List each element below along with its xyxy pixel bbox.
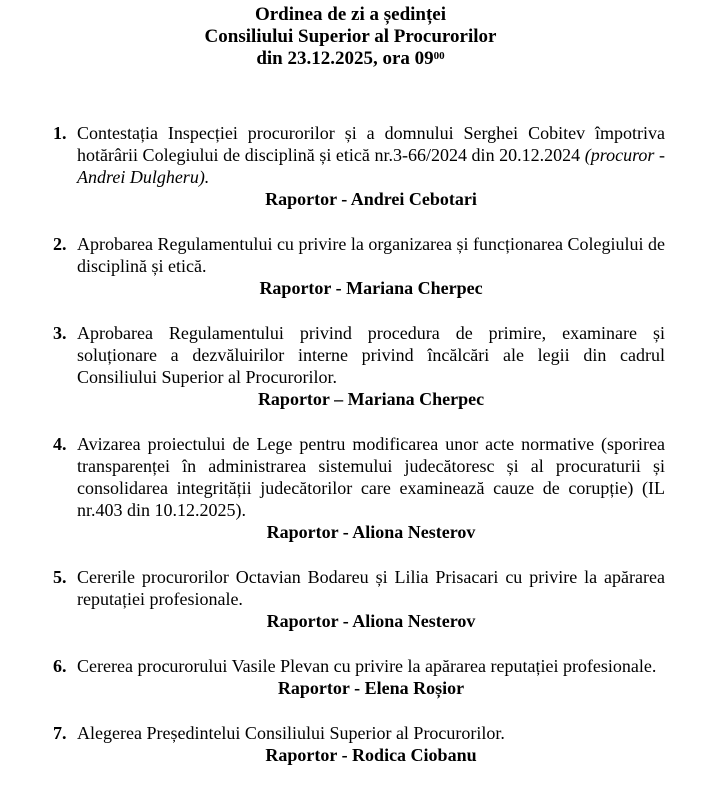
agenda-item (53, 566, 665, 610)
item-description: Cererile procurorilor Octavian Bodareu și Lilia Prisacari cu privire la apărarea reputației profesionale. (77, 567, 665, 609)
item-description: Alegerea Președintelui Consiliului Superior al Procurorilor. (77, 723, 505, 743)
agenda-council-name: Consiliului Superior al Procurorilor (204, 26, 497, 47)
agenda-date: din 23.12.2025, ora 09 (256, 48, 434, 69)
item-rapporteur: Raportor - Mariana Cherpec (259, 278, 483, 298)
item-description: Aprobarea Regulamentului privind procedura de primire, examinare și soluționare a dezvăluirilor interne privind încălcări ale legii din cadrul Consiliului Superior al Procurorilor. (77, 323, 665, 387)
agenda-title: Ordinea de zi a ședinței (254, 4, 447, 25)
spacer (53, 299, 665, 322)
item-rapporteur: Raportor - Elena Roșior (277, 678, 465, 698)
agenda-item (53, 122, 665, 188)
spacer (53, 410, 665, 433)
item-number: 5. (53, 567, 67, 587)
agenda-time-minutes: 00 (433, 50, 445, 62)
spacer (53, 210, 665, 233)
agenda-item (53, 655, 665, 677)
spacer (53, 632, 665, 655)
agenda-item (53, 233, 665, 277)
item-number: 4. (53, 434, 67, 454)
item-number: 7. (53, 723, 67, 743)
item-description: Avizarea proiectului de Lege pentru modificarea unor acte normative (sporirea transparenței în administrarea sistemului judecătoresc și al procuraturii și consolidarea integrității judecătorilor care examinează cauze de corupție) (IL nr.403 din 10.12.2025). (77, 434, 665, 520)
item-description: Aprobarea Regulamentului cu privire la organizarea și funcționarea Colegiului de disciplină și etică. (77, 234, 665, 276)
item-rapporteur: Raportor – Mariana Cherpec (257, 389, 485, 409)
agenda-item (53, 322, 665, 388)
agenda-header (0, 4, 701, 70)
spacer (53, 543, 665, 566)
item-number: 1. (53, 123, 67, 143)
item-rapporteur: Raportor - Rodica Ciobanu (265, 745, 477, 765)
agenda-items (53, 122, 665, 766)
item-rapporteur: Raportor - Aliona Nesterov (266, 522, 476, 542)
agenda-date-time (0, 48, 701, 70)
item-number: 2. (53, 234, 67, 254)
item-note: (procuror - Andrei Dulgheru). (77, 145, 665, 187)
item-description: Cererea procurorului Vasile Plevan cu privire la apărarea reputației profesionale. (77, 656, 657, 676)
spacer (53, 699, 665, 722)
item-text (77, 122, 665, 188)
item-rapporteur: Raportor - Andrei Cebotari (265, 189, 477, 209)
item-number: 6. (53, 656, 67, 676)
item-rapporteur: Raportor - Aliona Nesterov (266, 611, 476, 631)
agenda-item (53, 433, 665, 521)
agenda-item (53, 722, 665, 744)
item-description: Contestația Inspecției procurorilor și a domnului Serghei Cobitev împotriva hotărârii Colegiului de disciplină și etică nr.3-66/2024 din 20.12.2024 (77, 123, 665, 165)
item-number: 3. (53, 323, 67, 343)
